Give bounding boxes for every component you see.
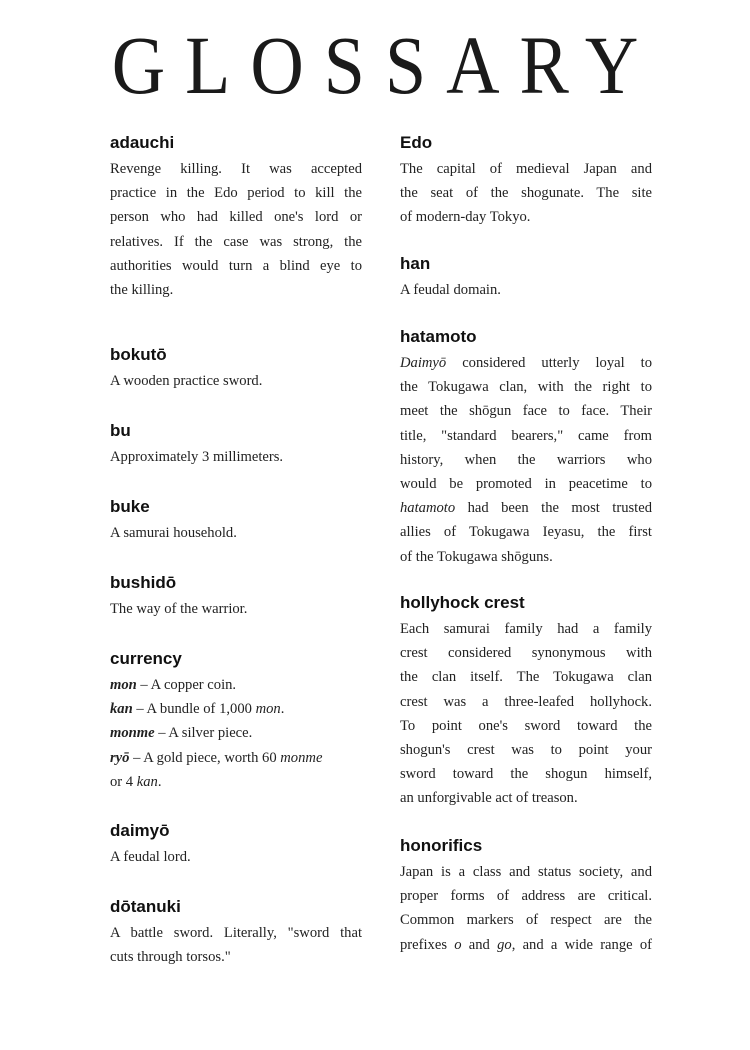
currency-separator: – [136,677,151,693]
definition-line: A wooden practice sword. [110,373,263,389]
currency-italic: mon [255,701,281,718]
currency-word: mon [110,677,137,693]
glossary-definition [110,445,362,469]
currency-item-mon [110,673,362,697]
definition-line: A feudal domain. [400,282,501,298]
definition-line: shogun's crest was to point your [400,742,652,759]
glossary-term: dōtanuki [110,897,181,916]
glossary-entry-bushido [110,572,362,648]
glossary-definition [400,351,652,569]
glossary-definition [110,921,362,969]
definition-line: To point one's sword toward the [400,717,652,734]
glossary-entry-bu [110,420,362,496]
glossary-entry-edo [400,132,652,253]
definition-line: crest was a three-leafed hollyhock. [400,693,652,710]
glossary-term: Edo [400,133,433,152]
currency-tail: . [157,773,162,790]
definition-text: and [461,936,498,953]
glossary-definition [400,278,652,302]
currency-word: ryō [110,749,130,766]
glossary-entry-bokuto [110,344,362,420]
glossary-definition [400,617,652,811]
currency-item-ryo-cont [110,770,362,794]
definition-line: Common markers of respect are the [400,912,652,929]
definition-line: the seat of the shogunate. The site [400,185,652,202]
currency-separator: – [154,725,169,742]
currency-text: A copper coin. [150,677,237,693]
glossary-entry-daimyo [110,820,362,896]
definition-line: an unforgivable act of treason. [400,790,578,807]
glossary-entry-honorifics [400,835,652,957]
definition-line: the clan itself. The Tokugawa clan [400,669,652,686]
glossary-term: bushidō [110,573,177,592]
page-title: GLOSSARY [111,20,659,112]
glossary-term: hatamoto [400,327,477,346]
currency-word: monme [110,725,155,742]
glossary-term: currency [110,649,182,668]
glossary-definition [400,157,652,230]
glossary-definition [110,369,362,393]
definition-line: Approximately 3 millimeters. [110,449,284,465]
glossary-term: adauchi [110,133,175,152]
glossary-term: hollyhock crest [400,593,525,612]
currency-separator: – [132,701,147,718]
glossary-definition [400,860,652,957]
definition-line: Japan is a class and status society, and [400,864,652,880]
definition-text: had been the most trusted [455,500,652,517]
definition-line: person who had killed one's lord or [110,209,362,226]
currency-word: kan [110,701,133,718]
definition-line: authorities would turn a blind eye to [110,257,362,274]
glossary-term: han [400,254,431,273]
glossary-definition [110,521,362,545]
definition-line: the killing. [110,282,174,299]
italic-term: hatamoto [400,500,456,517]
definition-line: proper forms of address are critical. [400,888,652,905]
definition-line: history, when the warriors who [400,451,652,468]
definition-line: A feudal lord. [110,849,191,865]
glossary-term: honorifics [400,836,483,855]
glossary-entry-buke [110,496,362,572]
definition-line: meet the shōgun face to face. Their [400,403,652,420]
glossary-term: daimyō [110,821,170,840]
italic-term: o [454,936,462,953]
definition-line: The capital of medieval Japan and [400,161,652,177]
glossary-entry-dotanuki [110,896,362,969]
glossary-entry-hatamoto [400,326,652,592]
definition-line: allies of Tokugawa Ieyasu, the first [400,524,652,541]
definition-line: would be promoted in peacetime to [400,476,652,493]
glossary-right-column [400,132,652,957]
glossary-definition [110,673,362,794]
glossary-entry-hollyhock-crest [400,592,652,835]
glossary-term: bokutō [110,345,167,364]
glossary-term: bu [110,421,131,440]
currency-text: A bundle of 1,000 [146,701,256,718]
glossary-entry-adauchi [110,132,362,344]
definition-line: practice in the Edo period to kill the [110,185,362,202]
definition-line: relatives. If the case was strong, the [110,233,362,250]
glossary-term: buke [110,497,150,516]
currency-text: A gold piece, worth 60 [143,749,281,766]
currency-item-ryo [110,746,362,770]
definition-line [400,933,652,957]
definition-line: The way of the warrior. [110,601,248,617]
italic-term: Daimyō [400,355,447,371]
currency-item-kan [110,697,362,721]
glossary-left-column [110,132,362,969]
definition-line: cuts through torsos." [110,949,231,966]
glossary-definition [110,157,362,302]
currency-italic: kan [136,773,158,790]
definition-line [400,496,652,520]
definition-text: considered utterly loyal to [446,355,652,371]
currency-separator: – [129,749,144,766]
definition-line: A samurai household. [110,525,237,541]
currency-item-monme [110,721,362,745]
currency-text: or 4 [110,773,137,790]
definition-line: of the Tokugawa shōguns. [400,548,553,565]
glossary-definition [110,597,362,621]
glossary-entry-han [400,253,652,326]
definition-line: the Tokugawa clan, with the right to [400,379,652,396]
currency-italic: monme [280,749,323,766]
glossary-definition [110,845,362,869]
definition-line: crest considered synonymous with [400,645,652,662]
definition-line: Revenge killing. It was accepted [110,161,362,177]
definition-line: title, "standard bearers," came from [400,427,652,444]
definition-line [400,351,652,375]
currency-text: A silver piece. [168,725,253,742]
definition-line: Each samurai family had a family [400,621,652,637]
definition-line: A battle sword. Literally, "sword that [110,925,362,941]
definition-text: , and a wide range of [511,936,652,953]
definition-line: of modern-day Tokyo. [400,209,531,226]
glossary-entry-currency [110,648,362,820]
definition-line: sword toward the shogun himself, [400,766,652,783]
italic-term: go [497,936,512,953]
currency-tail: . [280,701,285,718]
definition-text: prefixes [400,936,455,953]
